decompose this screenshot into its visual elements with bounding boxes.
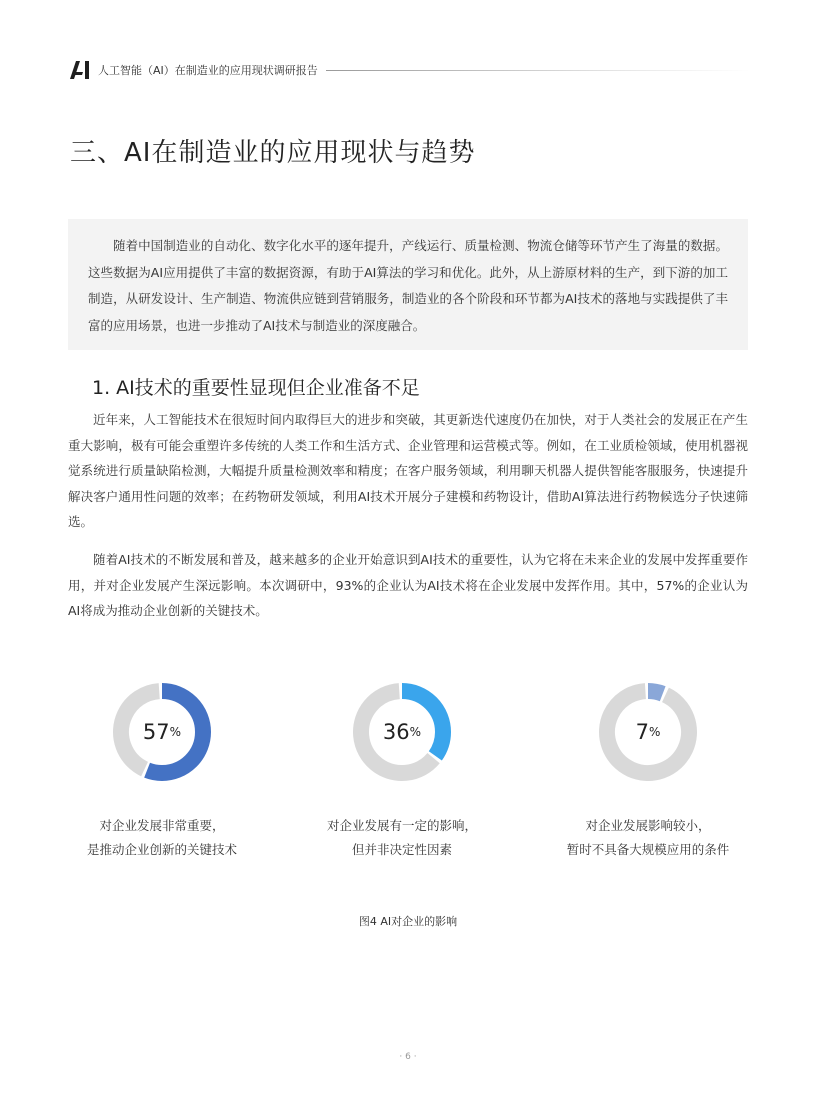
subsection-title: 1. AI技术的重要性显现但企业准备不足 [92,377,420,399]
page-header [70,60,750,80]
caption-line: 对企业发展有一定的影响， [326,818,477,833]
page-number: · 6 · [399,1052,417,1062]
caption-line: 对企业发展非常重要， [99,818,225,833]
caption-line: 但并非决定性因素 [351,842,452,857]
report-logo-icon [70,61,92,79]
intro-box: 随着中国制造业的自动化、数字化水平的逐年提升，产线运行、质量检测、物流仓储等环节产生了海量的数据。这些数据为AI应用提供了丰富的数据资源，有助于AI算法的学习和优化。此外，从上游原材料的生产，到下游的加工制造，从研发设计、生产制造、物流供应链到营销服务，制造业的各个阶段和环节都为AI技术的落地与实践提供了丰富的应用场景，也进一步推动了AI技术与制造业的深度融合。 [68,219,748,350]
donut-caption-2 [302,814,502,862]
donut-svg-1 [102,672,222,792]
figure-caption: 图4 AI对企业的影响 [358,915,458,928]
header-divider [326,70,750,71]
header-title: 人工智能（AI）在制造业的应用现状调研报告 [98,64,318,77]
caption-line: 暂时不具备大规模应用的条件 [566,842,730,857]
donut-svg-2 [342,672,462,792]
caption-line: 是推动企业创新的关键技术 [86,842,237,857]
donut-svg-3 [588,672,708,792]
donut-percent-label: 36% [382,720,422,744]
donut-percent-label: 7% [635,720,661,744]
donut-chart-1 [62,672,262,862]
donut-caption-3 [548,814,748,862]
donut-chart-2 [302,672,502,862]
donut-percent-label: 57% [142,720,182,744]
donut-chart-3 [548,672,748,862]
section-title: 三、AI在制造业的应用现状与趋势 [70,138,476,168]
caption-line: 对企业发展影响较小， [585,818,711,833]
body-paragraph-1: 近年来，人工智能技术在很短时间内取得巨大的进步和突破，其更新迭代速度仍在加快，对于人类社会的发展正在产生重大影响，极有可能会重塑许多传统的人类工作和生活方式、企业管理和运营模式等。例如，在工业质检领域，使用机器视觉系统进行质量缺陷检测，大幅提升质量检测效率和精度；在客户服务领域，利用聊天机器人提供智能客服服务，快速提升解决客户通用性问题的效率；在药物研发领域，利用AI技术开展分子建模和药物设计，借助AI算法进行药物候选分子快速筛选。 [68,412,748,529]
donut-caption-1 [62,814,262,862]
body-paragraph-2: 随着AI技术的不断发展和普及，越来越多的企业开始意识到AI技术的重要性，认为它将在未来企业的发展中发挥重要作用，并对企业发展产生深远影响。本次调研中，93%的企业认为AI技术将在企业发展中发挥作用。其中，57%的企业认为AI将成为推动企业创新的关键技术。 [68,552,748,618]
